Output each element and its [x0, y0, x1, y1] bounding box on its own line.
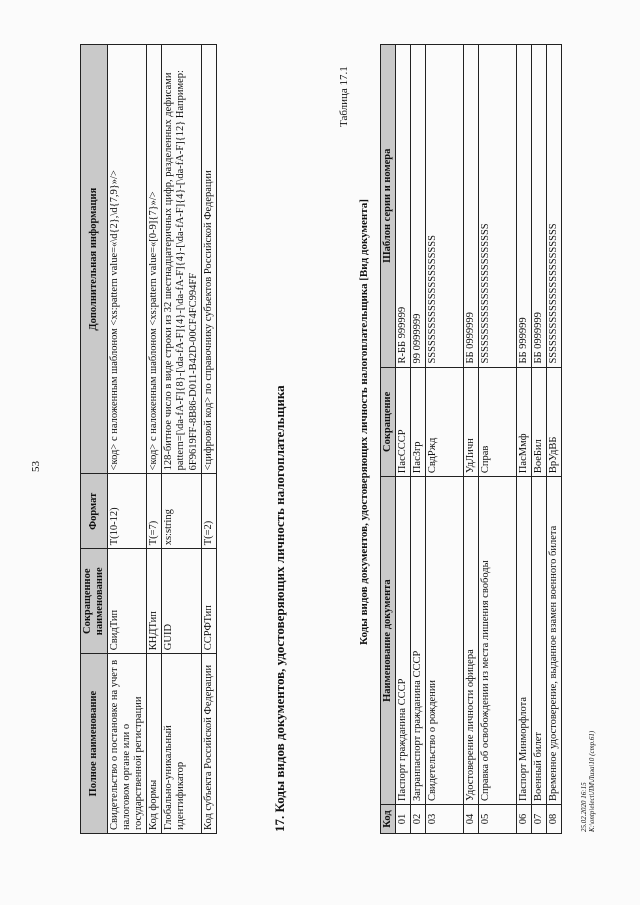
cell: <код> с наложенным шаблоном <xs:pattern value=«[0-9]{7}»/> [147, 45, 162, 474]
footer-path: К:\ontp\elect\ЛМ\Лиза\10 (стр.61) [588, 730, 597, 832]
cell: Военный билет [532, 477, 547, 805]
cell: Свидетельство о постановке на учет в налоговом органе или о государственной регистрации [108, 654, 147, 834]
cell: Загранпаспорт гражданина СССР [411, 477, 426, 805]
cell: GUID [162, 549, 201, 654]
code-cell: 01 [396, 805, 411, 834]
header-cell: Код [381, 805, 396, 834]
table-row [162, 45, 201, 834]
table-row [547, 45, 562, 834]
format-table-header [81, 45, 108, 834]
cell: СвидТип [108, 549, 147, 654]
table-row [479, 45, 517, 834]
section-title: 17. Коды видов документов, удостоверяющих личность налогоплательщика [272, 385, 287, 832]
cell: Паспорт Минморфлота [517, 477, 532, 805]
table-row [147, 45, 162, 834]
code-cell: 07 [532, 805, 547, 834]
cell: Код формы [147, 654, 162, 834]
cell: ПасМмф [517, 367, 532, 477]
cell: SSSSSSSSSSSSSSSSSSSSSSSS [479, 45, 517, 368]
cell: УдЛичн [464, 367, 479, 477]
code-cell: 02 [411, 805, 426, 834]
code-cell: 04 [464, 805, 479, 834]
cell: Временное удостоверение, выданное взамен военного билета [547, 477, 562, 805]
code-cell: 03 [426, 805, 464, 834]
table-row [426, 45, 464, 834]
table-row [201, 45, 216, 834]
header-cell: Дополнительная информация [81, 45, 108, 474]
cell: Свидетельство о рождении [426, 477, 464, 805]
cell: SSSSSSSSSSSSSSSSSSSSSSSS [547, 45, 562, 368]
cell: СвдРжд [426, 367, 464, 477]
table-label: Таблица 17.1 [338, 66, 350, 127]
footer-date: 25.02.2020 16:15 [580, 782, 588, 832]
header-cell: Сокращенное наименование [81, 549, 108, 654]
header-cell: Шаблон серии и номера [381, 45, 396, 368]
code-cell: 05 [479, 805, 517, 834]
table-row [517, 45, 532, 834]
cell: ББ 0999999 [532, 45, 547, 368]
cell: R-ББ 999999 [396, 45, 411, 368]
header-cell: Формат [81, 474, 108, 549]
cell: <код> с наложенным шаблоном <xs:pattern value=«\d{2},\d{7,9}»/> [108, 45, 147, 474]
table-row [411, 45, 426, 834]
cell: ПасСССР [396, 367, 411, 477]
cell: ББ 999999 [517, 45, 532, 368]
cell: xs:string [162, 474, 201, 549]
cell: SSSSSSSSSSSSSSSSSSSSSS [426, 45, 464, 368]
cell: T(10-12) [108, 474, 147, 549]
cell: Справка об освобождении из места лишения свободы [479, 477, 517, 805]
cell: T(=7) [147, 474, 162, 549]
header-cell: Полное наименование [81, 654, 108, 834]
cell: Справ [479, 367, 517, 477]
cell: 99 0999999 [411, 45, 426, 368]
table-row [108, 45, 147, 834]
page-number: 53 [30, 461, 42, 472]
code-cell: 08 [547, 805, 562, 834]
cell: Код субъекта Российской Федерации [201, 654, 216, 834]
cell: ВоеБил [532, 367, 547, 477]
table-row [532, 45, 547, 834]
format-table [80, 44, 217, 834]
cell: Удостоверение личности офицера [464, 477, 479, 805]
cell: ББ 0999999 [464, 45, 479, 368]
footer-stamp [580, 731, 597, 832]
cell: Паспорт гражданина СССР [396, 477, 411, 805]
cell: Глобально-уникальный идентификатор [162, 654, 201, 834]
cell: 128-битное число в виде строки из 32 шестнадцатеричных цифр, разделенных дефисами pattern=[\da-fA-F]{8}-[\da-fA-F]{4}-[\da-fA-F]{4}-[\da-fA-F]{4}-[\da-fA-F]{12} Например: 6F9619FF-8B86-D011-B42D-00CF4FC994FF [162, 45, 201, 474]
cell: ССРФТип [201, 549, 216, 654]
cell: <цифровой код> по справочнику субъектов Российской Федерации [201, 45, 216, 474]
document-codes-table [380, 44, 562, 834]
header-cell: Наименование документа [381, 477, 396, 805]
cell: ВрУдВБ [547, 367, 562, 477]
codes-table-header [381, 45, 396, 834]
cell: КНДТип [147, 549, 162, 654]
table-row [396, 45, 411, 834]
code-cell: 06 [517, 805, 532, 834]
table-caption: Коды видов документов, удостоверяющих личность налогоплательщика [Вид документа] [358, 199, 370, 645]
cell: T(=2) [201, 474, 216, 549]
table-row [464, 45, 479, 834]
header-cell: Сокращение [381, 367, 396, 477]
rotated-page-content [20, 32, 620, 872]
cell: ПасЗгр [411, 367, 426, 477]
